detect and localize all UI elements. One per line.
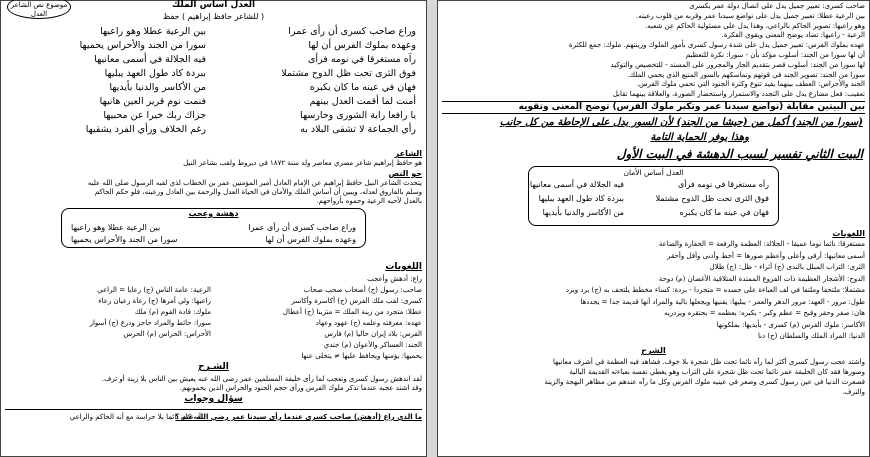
verse-7-first: يا رافعا راية الشورى وحارسها	[300, 110, 416, 121]
left-page	[0, 0, 427, 457]
page-gutter	[427, 0, 437, 457]
vocab-line: أسمى معانيها: أرقى وأعلى وأعظم صورها = أحط وأدنى وأقل وأحقر	[667, 251, 865, 260]
question-line-2: وهذا يوفر الحماية التامة	[650, 132, 749, 143]
verse-5-first: فهان في عينه ما كان يكبره	[309, 82, 416, 93]
rhetoric-note: الجند والأحراس: العطف بينهما يفيد تنوع وكثرة الجنود التي تحمي ملوك الفرس.	[636, 80, 865, 89]
vocab-item: عطلا: متجرد من زينة الملك = متزينا (ج) أعطال	[282, 308, 422, 316]
atmosphere-heading: جو النص	[388, 169, 422, 178]
rhetoric-note: الرعية - راعيها: تضاد يوضح المعنى ويقوي الفكرة.	[721, 31, 865, 40]
verse-1-first: وراع صاحب كسرى أن رأى عمرا	[288, 26, 416, 37]
vocab-item: يحميها: يؤمنها ويحافظ عليها ≠ يتخلى عنها	[301, 352, 422, 360]
vocab-line: الثرى: التراب المبلل بالندى (ج) أثراء - ظل: (ج) ظلال	[709, 263, 865, 271]
verse-1-second: بين الرعية عطلا وهو راعيها	[100, 26, 206, 37]
vocab-item: الأحراس: الحراس (م) الحرس	[123, 330, 211, 338]
rhetoric-note: بين الرعية عطلا: تعبير جميل يدل على تواضع سيدنا عمر وقربه من قلوب رعيته.	[636, 11, 865, 20]
vocab-line: مستغرقا: نائما نوما عميقا - الجلالة: العظمة والرفعة = الحقارة والضاعة	[658, 240, 865, 248]
vocab-line: هان: صغر وحقر وقبح = عظم وكبر - يكبره: يعظمه = يحتقره ويزدريه	[664, 309, 865, 317]
topic-oval: موضوع نص الشاعر العدل	[7, 0, 71, 19]
verse-2-second: سورا من الجند والأحراس يحميها	[79, 40, 206, 51]
vocab-item: الفرس: بلاد إيران حاليا (م) فارس	[324, 330, 422, 338]
verse-5-second: من الأكاسر والدنيا بأيديها	[109, 82, 206, 93]
atmosphere-line-2: وسلم بالفاروق لعدله، ويبين أن أساس الملك والأمان في الحياة العدل والرحمة بين العادل ورعيته، فلو حكم الحاكم	[94, 188, 422, 196]
question-line: (سورا من الجند) أكمل من (حيشا من الجند) لأن السور يدل على الإحاطة من كل جانب	[499, 117, 863, 128]
box-verse-first: فهان في عينه ما كان يكبره	[679, 208, 769, 217]
vocab-line: الدنيا: المراد الملك والسلطان (ج) دنا	[757, 332, 865, 340]
right-vocab-heading: اللغويات	[832, 229, 865, 238]
vocab-item: سورا: حائط والمراد حاجز ودرع (ج) أسوار	[89, 319, 211, 327]
rhetoric-note: لها سورا من الجند: أسلوب قصر بتقديم الجار والمجرور على المسند - للتخصيص والتوكيد	[610, 60, 865, 69]
vocab-heading: اللغويات	[385, 262, 422, 272]
verse-2-first: وعهده بملوك الفرس أن لها	[308, 40, 416, 51]
rhetoric-note: وهو راعيها: تصوير الحاكم بالراعي، وهذا يدل على مسئولية الحاكم عن شعبه.	[645, 21, 865, 30]
rhetoric-note: أن لها سورا من الجند: أسلوب مؤكد بأن - سورا: نكرة للتعظيم	[685, 51, 865, 59]
section-title: البيت الثاني تفسير لسبب الدهشة في البيت الأول	[616, 147, 863, 161]
vocab-item: راع: أدهش وأعجب	[367, 275, 422, 283]
rhetoric-note: صاحب كسرى: تعبير جميل يدل على اتصال دولة عمر بكسرى	[689, 2, 865, 10]
vocab-line: الدوح: الأشجار العظيمة ذات الفروع الممتدة المتلاقية الأغصان (م) دوحة	[658, 274, 865, 283]
rhetoric-note: سورا من الجند: تصوير الجند في قوتهم وتماسكهم بالسور المنيع الذي يحمي الملك.	[627, 70, 865, 79]
vocab-line: مشتملا: ملتحفا وملتفا في لف العباءة على جسده = متجردا - بردة: كساء مخطط يلتحف به (ج) برد وبرد	[565, 286, 865, 294]
verse-3-first: رآه مستغرقا في نومه فرأى	[307, 54, 416, 65]
poem-title: العدل أساس الملك	[171, 0, 256, 10]
poet-credit: ( للشاعر حافظ إبراهيم ) حفظ	[162, 12, 265, 21]
commentary-line: والترف.	[842, 388, 865, 396]
commentary-line-1: لقد اندهش رسول كسرى وتعجب لما رأى خليفة المسلمين عمر رضى الله عنه يعيش بين الناس بلا زينة أو ترف.	[101, 375, 422, 383]
right-commentary-heading: الشرح	[641, 346, 666, 355]
commentary-heading: الشـرح	[198, 362, 229, 372]
surprise-verse-1: وراع صاحب كسرى أن رأى عمرا بين الرعية عطلا وهو راعيها	[71, 223, 356, 232]
vocab-item: الجند: العساكر والأعوان (م) جندي	[323, 341, 422, 349]
qa-question: ما الذي راع (أدهش) صاحب كسرى عندما رأى سيدنا عمر رضي الله عنه ؟	[175, 413, 422, 421]
vocab-item: صاحب: رسول (ج) أصحاب صحب صحاب	[303, 286, 422, 294]
commentary-line: وصورها فقد كان الخليفة عمر نائما تحت ظل شجرة على التراب وهو يغطي نفسه بعباءته القديمة البالية	[569, 368, 865, 376]
vocab-item: ملوك: قادة القوم (م) ملك	[134, 308, 211, 316]
divider	[5, 409, 422, 410]
vocab-line: الأكاسر: ملوك الفرس (م) كسرى - بأيديها: بملكونها	[716, 320, 865, 329]
vocab-line: طول: مرور - العهد: مرور الدهر والعمر - يبليها: يفنيها ويجعلها بالية والمراد أنها قديمة جدا = يجددها	[580, 297, 865, 306]
verse-8-first: رأي الجماعة لا تشقى البلاد به	[300, 124, 416, 135]
verse-4-second: ببردة كاد طول العهد يبليها	[104, 68, 206, 79]
qa-heading: سؤال وجواب	[184, 394, 243, 404]
atmosphere-line-1: يتحدث الشاعر النيل حافظ إبراهيم عن الإمام العادل أمير المؤمنين عمر بن الخطاب لذي لقبه الرسول صلى الله عليه	[87, 179, 422, 187]
poet-text: هو حافظ إبراهيم شاعر مصري معاصر ولد سنة ١٨٧٢ في ديروط ولقب بشاعر النيل	[183, 159, 422, 167]
rhetoric-note: عهده بملوك الفرس: تعبير جميل يدل على شدة رسول كسرى بأمور الملوك وزينتهم. ملوك: جمع للكثرة	[568, 41, 865, 50]
verse-6-first: أمنت لما أقمت العدل بينهم	[309, 96, 416, 107]
verse-7-second: جزاك ربك خيرا عن محبيها	[103, 110, 206, 121]
atmosphere-line-3: بالعدل لأحبه الرعية وحموه بأرواحهم.	[316, 197, 422, 205]
vocab-item: كسرى: لقب ملك الفرس (ج) أكاسرة وأكاسر	[291, 297, 422, 305]
verse-6-second: فنمت نوم قرير العين هانيها	[99, 96, 206, 107]
box-verse-second: من الأكاسر والدنيا بأيديها	[542, 208, 624, 217]
vocab-item: راعيها: ولي أمرها (ج) رعاة رعيان رعاء	[98, 297, 211, 305]
qa-answer: أنه كان نائما بلا حراسة مع أنه الحاكم والراعي	[69, 413, 201, 421]
verse-3-second: فيه الجلالة في أسمى معانيها	[94, 54, 206, 65]
vocab-item: الرعية: عامة الناس (ج) رعايا = الراعي	[97, 286, 211, 294]
commentary-line-2: وقد اشتد عجبه عندما تذكر ملوك الفرس ورأى حجم الجنود والحراس الذين يحمونهم.	[179, 384, 422, 392]
box-verse-second: ببردة كاد طول العهد يبليها	[538, 194, 624, 203]
right-page	[437, 0, 870, 457]
justice-box-title: العدل أساس الأمان	[623, 168, 684, 177]
commentary-line: واشتد عجب رسول كسرى أكثر لما رآه نائما تحت ظل شجرة بلا خوف. فشاهد فيه العظمة في أشرف معانيها	[553, 358, 865, 366]
poet-heading: الشاعر	[394, 149, 422, 158]
box-verse-second: فيه الجلالة في أسمى معانيها	[529, 180, 624, 189]
surprise-verse-2: وعهده بملوك الفرس أن لها سورا من الجند والأحراس يحميها	[71, 235, 356, 244]
rhetoric-note: تعقيب: فعل مضارع يدل على التجدد والاستمرار واستحضار الصورة. والعلاقة بينهما تقابل	[612, 90, 865, 99]
commentary-line: فصغرت الدنيا في عين رسول كسرى وصغر في عينيه ملوك الفرس وكل ما رآه عندهم من مظاهر البهجة والزينة	[544, 378, 865, 386]
vocab-item: عهده: معرفته وعلمه (ج) عهود وعهاد	[315, 319, 422, 327]
box-verse-first: رآه مستغرقا في نومه فرأى	[678, 180, 769, 189]
surprise-box-title: دهشة وعجب	[188, 209, 239, 218]
banner: بين البيتين مقابلة (تواضع سيدنا عمر وتكبر ملوك الفرس) توضح المعنى وتقويه	[442, 101, 865, 114]
verse-4-first: فوق الثرى تحت ظل الدوح مشتملا	[281, 68, 416, 79]
box-verse-first: فوق الثرى تحت ظل الدوح مشتملا	[655, 194, 769, 203]
verse-8-second: رغم الخلاف ورأي الفرد يشقيها	[85, 124, 206, 135]
